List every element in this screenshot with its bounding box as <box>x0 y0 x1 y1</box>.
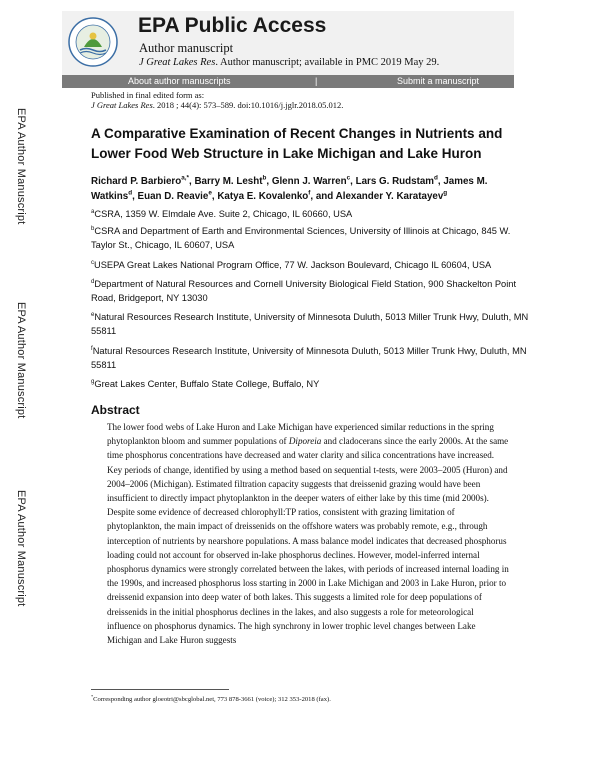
affiliation: $^c$USEPA Great Lakes National Program Office, 77 W. Jackson Boulevard, Chicago IL 60604, USA <box>91 259 492 270</box>
author: Alexander Y. Karatayev$^g$ <box>335 189 448 202</box>
epa-header <box>62 11 514 75</box>
author: Glenn J. Warren$^c$ <box>271 174 351 187</box>
header-subtitle: Author manuscript <box>139 41 234 55</box>
affiliation: $^d$Department of Natural Resources and Cornell University Biological Field Station, 900 Shackelton Point Road, Bridgeport, NY 13030 <box>91 278 517 303</box>
side-label-top: EPA Author Manuscript <box>15 108 27 225</box>
affiliation: $^b$CSRA and Department of Earth and Environmental Sciences, University of Illinois at Chicago, 845 W. Taylor St., Chicago, IL 60607, USA <box>91 225 511 250</box>
epa-seal-logo <box>68 17 118 67</box>
citation-journal: J Great Lakes Res <box>91 100 153 110</box>
citation-details: . 2018 ; 44(4): 573–589. doi:10.1016/j.jglr.2018.05.012. <box>152 100 344 110</box>
diporeia-term: Diporeia <box>288 436 322 447</box>
header-availability: . Author manuscript; available in PMC 2019 May 29. <box>215 57 440 68</box>
abstract-heading: Abstract <box>91 403 140 417</box>
author: Katya E. Kovalenko$^f$ <box>217 189 311 202</box>
author-list: Richard P. Barbiero$^{a,*}$, Barry M. Lesht$^b$, Glenn J. Warren$^c$, Lars G. Rudstam$^d$, James M. Watkins$^d$, Euan D. Reavie$^e$, Katya E. Kovalenko$^f$, and Alexander Y. Karatayev$^g$ <box>91 174 488 202</box>
affiliation: $^a$CSRA, 1359 W. Elmdale Ave. Suite 2, Chicago, IL 60660, USA <box>91 208 353 219</box>
affiliation: $^e$Natural Resources Research Institute, University of Minnesota Duluth, 5013 Miller Trunk Hwy, Duluth, MN 55811 <box>91 311 529 336</box>
corresponding-author-footnote: *Corresponding author gloeotri@sbcglobal.net, 773 878-3661 (voice); 312 353-2018 (fax). <box>91 693 331 703</box>
header-journal-name: J Great Lakes Res <box>139 57 216 68</box>
article-title: A Comparative Examination of Recent Changes in Nutrients and Lower Food Web Structure in Lake Michigan and Lake Huron <box>91 126 503 161</box>
author: Barry M. Lesht$^b$ <box>194 174 267 187</box>
author: Euan D. Reavie$^e$ <box>137 189 212 202</box>
author: Lars G. Rudstam$^d$ <box>355 174 438 187</box>
about-author-manuscripts-link[interactable]: About author manuscripts <box>128 76 231 86</box>
manuscript-navbar <box>62 75 514 88</box>
header-title: EPA Public Access <box>138 14 327 37</box>
published-in-label: Published in final edited form as: <box>91 90 205 100</box>
nav-separator: | <box>315 76 318 86</box>
side-label-bottom: EPA Author Manuscript <box>15 490 27 607</box>
affiliation: $^g$Great Lakes Center, Buffalo State College, Buffalo, NY <box>91 378 320 389</box>
submit-manuscript-link[interactable]: Submit a manuscript <box>397 76 480 86</box>
abstract-text: The lower food webs of Lake Huron and Lake Michigan have experienced similar reductions in the spring phytoplankton bloom and summer populations of Diporeia and cladocerans since the early 2000s. At the same time phosphorus concentrations have decreased and water clarity and silica concentrations have increased. Key periods of change, identified by using a method based on sequential t-tests, were 2003–2005 (Huron) and 2004–2006 (Michigan). Estimated filtration capacity suggests that dreissenid grazing would have been insufficient to directly impact phytoplankton in the deeper waters of either lake by this time (mid 2000s). Despite some evidence of decreased chlorophyll:TP ratios, consistent with grazing limitation of phytoplankton, the main impact of dreissenids on the offshore waters was probably remote, e.g., through interception of nutrients by nearshore populations. A mass balance model indicates that decreased phosphorus loading could not account for observed in-lake phosphorus declines. However, model-inferred internal phosphorus dynamics were strongly correlated between the lakes, with periods of increased internal loading in the 1990s, and increased phosphorus loss starting in 2000 in Lake Michigan and 2003 in Lake Huron, prior to dreissenid expansion into deep water of both lakes. This suggests a limited role for deep populations of dreissenids in the initial phosphorus declines in the lakes, and also suggests a role for meteorological influence on phosphorus dynamics. The high synchrony in lower trophic level changes between Lake Michigan and Lake Huron suggests <box>107 422 509 646</box>
author: James M. Watkins$^d$ <box>91 176 488 202</box>
author: Richard P. Barbiero$^{a,*}$ <box>91 174 189 187</box>
header-journal-line <box>139 57 439 68</box>
affiliation: $^f$Natural Resources Research Institute, University of Minnesota Duluth, 5013 Miller Trunk Hwy, Duluth, MN 55811 <box>91 345 527 370</box>
citation-line <box>91 100 343 110</box>
footnote-divider <box>91 689 229 690</box>
side-label-middle: EPA Author Manuscript <box>15 302 27 419</box>
